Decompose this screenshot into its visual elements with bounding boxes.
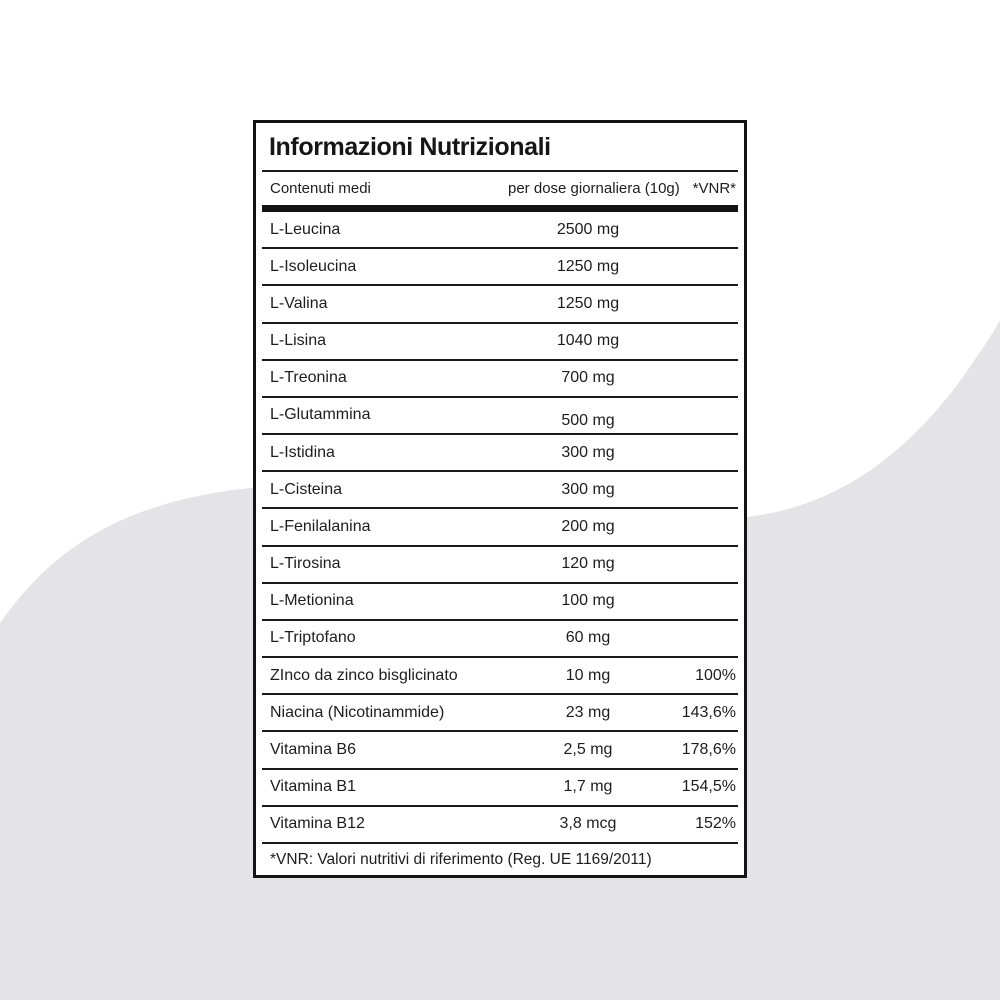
nutrient-amount: 300 mg bbox=[561, 480, 615, 498]
nutrient-amount: 100 mg bbox=[561, 592, 615, 610]
nutrient-vnr: 178,6% bbox=[681, 740, 736, 758]
nutrient-amount: 120 mg bbox=[561, 555, 615, 573]
header-divider-bar bbox=[262, 205, 738, 212]
nutrient-name: L-Istidina bbox=[270, 443, 335, 461]
nutrient-name: ZInco da zinco bisglicinato bbox=[270, 666, 458, 684]
nutrient-name: L-Tirosina bbox=[270, 555, 341, 573]
nutrient-name: Vitamina B1 bbox=[270, 778, 356, 796]
table-row bbox=[262, 621, 738, 658]
nutrient-vnr: 143,6% bbox=[681, 703, 736, 721]
nutrient-name: L-Lisina bbox=[270, 332, 327, 350]
table-row bbox=[262, 249, 738, 286]
nutrient-name: L-Metionina bbox=[270, 592, 354, 610]
table-row bbox=[262, 361, 738, 398]
nutrient-name: L-Leucina bbox=[270, 220, 341, 238]
nutrient-amount: 1,7 mg bbox=[563, 778, 613, 796]
table-row bbox=[262, 658, 738, 695]
nutrient-name: L-Isoleucina bbox=[270, 257, 357, 275]
nutrient-amount: 2,5 mg bbox=[563, 740, 613, 758]
table-row bbox=[262, 584, 738, 621]
nutrient-name: L-Valina bbox=[270, 294, 328, 312]
nutrient-name: Vitamina B6 bbox=[270, 740, 356, 758]
nutrient-amount: 10 mg bbox=[565, 666, 611, 684]
table-rows bbox=[262, 212, 738, 844]
nutrient-vnr: 152% bbox=[695, 815, 736, 833]
nutrient-name: L-Triptofano bbox=[270, 629, 356, 647]
table-row bbox=[262, 435, 738, 472]
table-row bbox=[262, 398, 738, 435]
vnr-footnote: *VNR: Valori nutritivi di riferimento (Reg. UE 1169/2011) bbox=[270, 850, 652, 868]
nutrient-name: Vitamina B12 bbox=[270, 815, 365, 833]
nutrient-name: L-Cisteina bbox=[270, 480, 343, 498]
table-row bbox=[262, 472, 738, 509]
nutrient-name: L-Fenilalanina bbox=[270, 517, 371, 535]
nutrient-amount: 200 mg bbox=[561, 517, 615, 535]
nutrient-amount: 60 mg bbox=[565, 629, 611, 647]
table-row bbox=[262, 732, 738, 769]
table-row bbox=[262, 695, 738, 732]
nutrient-vnr: 154,5% bbox=[681, 778, 736, 796]
nutrient-amount: 1040 mg bbox=[556, 332, 620, 350]
nutrient-amount: 3,8 mcg bbox=[559, 815, 617, 833]
nutrient-name: L-Glutammina bbox=[270, 406, 371, 424]
column-header-amount: per dose giornaliera (10g) bbox=[508, 180, 680, 197]
table-row bbox=[262, 807, 738, 844]
column-header-name: Contenuti medi bbox=[270, 180, 371, 197]
nutrient-vnr: 100% bbox=[695, 666, 736, 684]
table-row bbox=[262, 770, 738, 807]
nutrient-amount: 500 mg bbox=[561, 412, 615, 430]
column-header-vnr: *VNR* bbox=[692, 180, 736, 197]
nutrient-amount: 2500 mg bbox=[556, 220, 620, 238]
nutrition-facts-panel bbox=[253, 120, 747, 878]
nutrient-amount: 300 mg bbox=[561, 443, 615, 461]
footnote-row bbox=[262, 844, 738, 875]
nutrient-amount: 1250 mg bbox=[556, 257, 620, 275]
nutrient-name: L-Treonina bbox=[270, 369, 347, 387]
table-row bbox=[262, 286, 738, 323]
panel-title: Informazioni Nutrizionali bbox=[269, 133, 551, 161]
nutrient-amount: 1250 mg bbox=[556, 294, 620, 312]
table-row bbox=[262, 509, 738, 546]
table-row bbox=[262, 324, 738, 361]
nutrient-name: Niacina (Nicotinammide) bbox=[270, 703, 445, 721]
table-header bbox=[262, 172, 738, 205]
table-row bbox=[262, 547, 738, 584]
nutrient-amount: 700 mg bbox=[561, 369, 615, 387]
table-row bbox=[262, 212, 738, 249]
nutrient-amount: 23 mg bbox=[565, 703, 611, 721]
